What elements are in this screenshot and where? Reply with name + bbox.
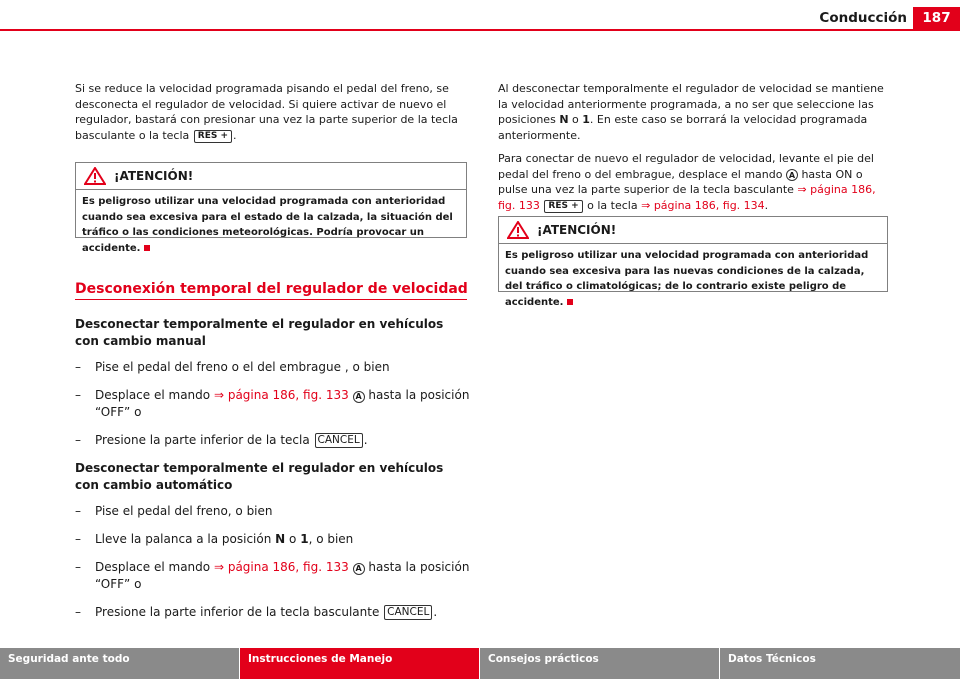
cancel-key: CANCEL bbox=[384, 605, 432, 620]
warning-box-left bbox=[75, 162, 467, 254]
header-divider bbox=[0, 29, 960, 31]
footer-tab-seguridad[interactable]: Seguridad ante todo bbox=[0, 648, 240, 679]
page-number: 187 bbox=[913, 7, 960, 29]
footer-tab-instrucciones[interactable]: Instrucciones de Manejo bbox=[240, 648, 480, 679]
page-link[interactable]: ⇒ página 186, fig. 133 bbox=[213, 388, 349, 402]
page-link[interactable]: ⇒ página 186, fig. 133 bbox=[498, 183, 876, 212]
res-plus-key: RES + bbox=[194, 130, 232, 143]
page-link[interactable]: ⇒ página 186, fig. 134 bbox=[641, 198, 765, 212]
intro-text: Si se reduce la velocidad programada pisando el pedal del freno, se desconecta el regulador de velocidad. Si quiere activar de nuevo el regulador, bastará con presionar una vez la parte superior de la tecla basculante o la tecla bbox=[75, 82, 458, 142]
footer-nav bbox=[0, 648, 960, 679]
warning-text: Es peligroso utilizar una velocidad programada con anterioridad cuando sea excesiva para las nuevas condiciones de la calzada, del tráfico o climatológicas; de lo contrario existe peligro de accidente. bbox=[505, 250, 869, 308]
warning-triangle-icon bbox=[507, 221, 529, 239]
warning-header bbox=[76, 163, 466, 190]
list-item: – Pise el pedal del freno, o bien bbox=[75, 504, 273, 518]
list-item: – Presione la parte inferior de la tecla basculante CANCEL . bbox=[75, 605, 438, 619]
warning-title: ¡ATENCIÓN! bbox=[114, 169, 194, 183]
warning-title: ¡ATENCIÓN! bbox=[537, 223, 617, 237]
control-a-marker: A bbox=[353, 563, 365, 575]
cancel-key: CANCEL bbox=[315, 433, 363, 448]
page-title: Conducción bbox=[819, 10, 907, 26]
right-column bbox=[498, 81, 890, 221]
page-link[interactable]: ⇒ página 186, fig. 133 bbox=[213, 560, 349, 574]
footer-tab-consejos[interactable]: Consejos prácticos bbox=[480, 648, 720, 679]
end-marker-icon bbox=[144, 245, 150, 251]
footer-tab-datos[interactable]: Datos Técnicos bbox=[720, 648, 960, 679]
intro-paragraph bbox=[75, 81, 467, 143]
right-paragraph-2: Para conectar de nuevo el regulador de velocidad, levante el pie del pedal del freno o del embrague, desplace el mando A hasta ON o pulse una vez la parte superior de la tecla basculante ⇒ página 186, fig. 133 RES + o la tecla ⇒ página 186, fig. 134. bbox=[498, 152, 876, 212]
list-item: – Lleve la palanca a la posición N o 1, o bien bbox=[75, 532, 354, 546]
warning-triangle-icon bbox=[84, 167, 106, 185]
res-plus-key: RES + bbox=[544, 200, 582, 213]
list-item: – Pise el pedal del freno o el del embrague , o bien bbox=[75, 360, 390, 374]
right-paragraph-1: Al desconectar temporalmente el regulador de velocidad se mantiene la velocidad anteriormente programada, a no ser que seleccione las posiciones N o 1. En este caso se borrará la velocidad programada anteriormente. bbox=[498, 82, 884, 142]
intro-end: . bbox=[233, 128, 237, 142]
list-item: – Desplace el mando ⇒ página 186, fig. 133 A hasta la posición “OFF” o bbox=[75, 388, 470, 419]
manual-heading: Desconectar temporalmente el regulador en vehículos con cambio manual bbox=[75, 317, 444, 348]
control-a-marker: A bbox=[786, 169, 798, 181]
section-title: Desconexión temporal del regulador de velocidad bbox=[75, 281, 468, 297]
warning-body bbox=[76, 190, 466, 260]
warning-header bbox=[499, 217, 887, 244]
warning-text: Es peligroso utilizar una velocidad programada con anterioridad cuando sea excesiva para el estado de la calzada, la situación del tráfico o las condiciones meteorológicas. Podría provocar un accidente. bbox=[82, 196, 453, 254]
left-intro bbox=[75, 81, 467, 151]
list-item: – Presione la parte inferior de la tecla CANCEL . bbox=[75, 433, 368, 447]
instructions-list bbox=[75, 316, 470, 632]
list-item: – Desplace el mando ⇒ página 186, fig. 133 A hasta la posición “OFF” o bbox=[75, 560, 470, 591]
warning-body bbox=[499, 244, 887, 314]
end-marker-icon bbox=[567, 299, 573, 305]
section-divider bbox=[75, 299, 467, 300]
warning-box-right bbox=[498, 216, 888, 308]
control-a-marker: A bbox=[353, 391, 365, 403]
auto-heading: Desconectar temporalmente el regulador en vehículos con cambio automático bbox=[75, 461, 444, 492]
